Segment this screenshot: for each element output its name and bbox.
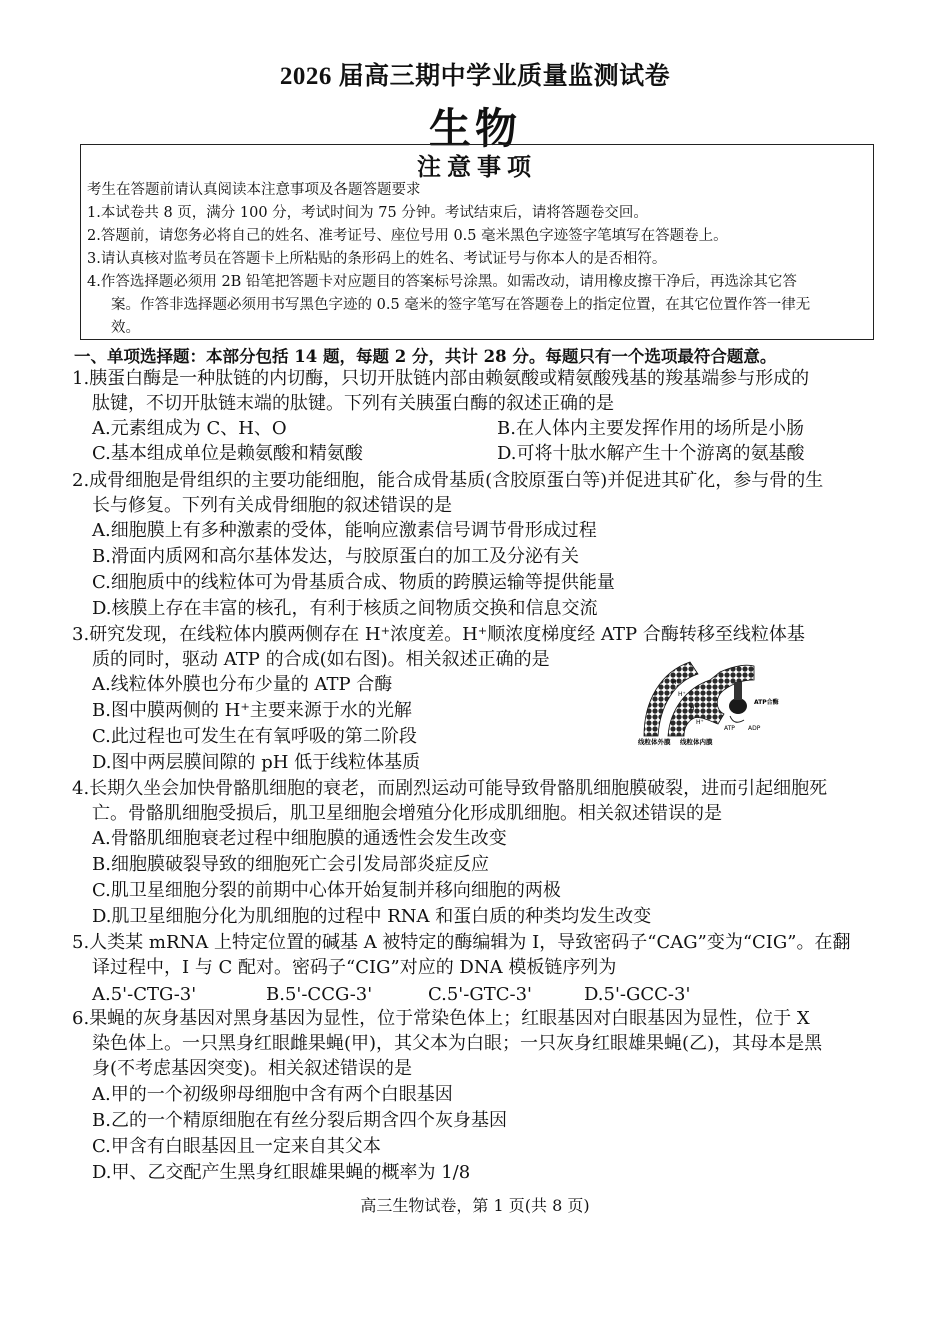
h-ion-label: H⁺ [690,705,698,712]
question-2-option-a: A.细胞膜上有多种激素的受体，能响应激素信号调节骨形成过程 [92,520,597,541]
question-4-stem: 4.长期久坐会加快骨骼肌细胞的衰老，而剧烈运动可能导致骨骼肌细胞膜破裂，进而引起细胞死 [72,778,828,799]
subject-title: 生物 [428,104,521,153]
question-5-stem: 5.人类某 mRNA 上特定位置的碱基 A 被特定的酶编辑为 I，导致密码子“CAG”变为“CIG”。在翻 [72,932,851,953]
notice-line: 考生在答题前请认真阅读本注意事项及各题答题要求 [87,182,421,198]
question-4-option-d: D.肌卫星细胞分化为肌细胞的过程中 RNA 和蛋白质的种类均发生改变 [92,906,652,927]
question-4-option-c: C.肌卫星细胞分裂的前期中心体开始复制并移向细胞的两极 [92,880,561,901]
question-1-option-d: D.可将十肽水解产生十个游离的氨基酸 [497,443,805,464]
notice-line: 3.请认真核对监考员在答题卡上所粘贴的条形码上的姓名、考试证号与你本人的是否相符。 [87,251,667,267]
question-3-option-a: A.线粒体外膜也分布少量的 ATP 合酶 [92,674,393,695]
question-6-option-b: B.乙的一个精原细胞在有丝分裂后期含四个灰身基因 [92,1110,507,1131]
atp-synthase-label: ATP合酶 [754,699,779,706]
question-5-option-a: A.5'-CTG-3' [92,984,197,1005]
question-1-stem: 肽键，不切开肽链末端的肽键。下列有关胰蛋白酶的叙述正确的是 [92,393,614,414]
mitochondrial-membrane-diagram [634,654,794,746]
reaction-arrow-icon [730,716,744,722]
exam-title: 2026 届高三期中学业质量监测试卷 [279,63,671,90]
question-1-option-a: A.元素组成为 C、H、O [92,418,287,439]
h-ion-label: H⁺ [678,691,686,698]
question-3-stem: 3.研究发现，在线粒体内膜两侧存在 H⁺浓度差。H⁺顺浓度梯度经 ATP 合酶转移至线粒体基 [72,624,805,645]
question-3-option-d: D.图中两层膜间隙的 pH 低于线粒体基质 [92,752,421,773]
question-6-stem: 6.果蝇的灰身基因对黑身基因为显性，位于常染色体上；红眼基因对白眼基因为显性，位于 X [72,1008,810,1029]
question-4-option-a: A.骨骼肌细胞衰老过程中细胞膜的通透性会发生改变 [92,828,507,849]
notice-line: 效。 [111,320,140,336]
atp-label: ATP [724,725,735,732]
question-2-option-c: C.细胞质中的线粒体可为骨基质合成、物质的跨膜运输等提供能量 [92,572,615,593]
notice-box [80,144,874,340]
question-2-option-d: D.核膜上存在丰富的核孔，有利于核质之间物质交换和信息交流 [92,598,598,619]
question-3-option-b: B.图中膜两侧的 H⁺主要来源于水的光解 [92,700,412,721]
adp-label: ADP [748,725,761,732]
question-4-stem: 亡。骨骼肌细胞受损后，肌卫星细胞会增殖分化形成肌细胞。相关叙述错误的是 [92,803,722,824]
inner-membrane-label: 线粒体内膜 [680,738,713,746]
question-6-stem: 身(不考虑基因突变)。相关叙述错误的是 [92,1058,413,1079]
h-ion-label: H⁺ [696,719,704,726]
notice-line: 案。作答非选择题必须用书写黑色字迹的 0.5 毫米的签字笔写在答题卷上的指定位置，在其它位置作答一律无 [111,297,811,313]
atp-synthase-stalk-icon [734,682,742,700]
question-1-option-b: B.在人体内主要发挥作用的场所是小肠 [497,418,804,439]
question-1-option-c: C.基本组成单位是赖氨酸和精氨酸 [92,443,363,464]
question-6-option-c: C.甲含有白眼基因且一定来自其父本 [92,1136,381,1157]
question-5-option-d: D.5'-GCC-3' [584,984,691,1005]
question-2-option-b: B.滑面内质网和高尔基体发达，与胶原蛋白的加工及分泌有关 [92,546,579,567]
mitochondria-figure [634,654,794,746]
notice-line: 4.作答选择题必须用 2B 铅笔把答题卡对应题目的答案标号涂黑。如需改动，请用橡皮擦干净后，再选涂其它答 [87,274,797,290]
question-6-option-d: D.甲、乙交配产生黑身红眼雄果蝇的概率为 1/8 [92,1162,471,1183]
question-1-stem: 1.胰蛋白酶是一种肽链的内切酶，只切开肽链内部由赖氨酸或精氨酸残基的羧基端参与形成的 [72,368,810,389]
question-5-option-c: C.5'-GTC-3' [428,984,532,1005]
question-6-option-a: A.甲的一个初级卵母细胞中含有两个白眼基因 [92,1084,453,1105]
question-5-stem: 译过程中，I 与 C 配对。密码子“CIG”对应的 DNA 模板链序列为 [92,957,617,978]
notice-heading: 注意事项 [417,153,537,181]
question-2-stem: 长与修复。下列有关成骨细胞的叙述错误的是 [92,495,452,516]
outer-membrane-label: 线粒体外膜 [638,738,671,746]
notice-line: 1.本试卷共 8 页，满分 100 分，考试时间为 75 分钟。考试结束后，请将答题卷交回。 [87,205,648,221]
question-6-stem: 染色体上。一只黑身红眼雌果蝇(甲)，其父本为白眼；一只灰身红眼雄果蝇(乙)，其母本是黑 [92,1033,823,1054]
section-heading: 一、单项选择题：本部分包括 14 题，每题 2 分，共计 28 分。每题只有一个选项最符合题意。 [74,347,777,366]
page-footer: 高三生物试卷，第 1 页(共 8 页) [360,1196,590,1215]
question-5-option-b: B.5'-CCG-3' [266,984,373,1005]
notice-line: 2.答题前，请您务必将自己的姓名、准考证号、座位号用 0.5 毫米黑色字迹签字笔填写在答题卷上。 [87,228,728,244]
question-2-stem: 2.成骨细胞是骨组织的主要功能细胞，能合成骨基质(含胶原蛋白等)并促进其矿化，参与骨的生 [72,470,824,491]
h-ion-label: H⁺ [672,679,680,686]
atp-synthase-icon [729,698,747,714]
question-3-stem: 质的同时，驱动 ATP 的合成(如右图)。相关叙述正确的是 [92,649,550,670]
question-3-option-c: C.此过程也可发生在有氧呼吸的第二阶段 [92,726,417,747]
question-4-option-b: B.细胞膜破裂导致的细胞死亡会引发局部炎症反应 [92,854,489,875]
